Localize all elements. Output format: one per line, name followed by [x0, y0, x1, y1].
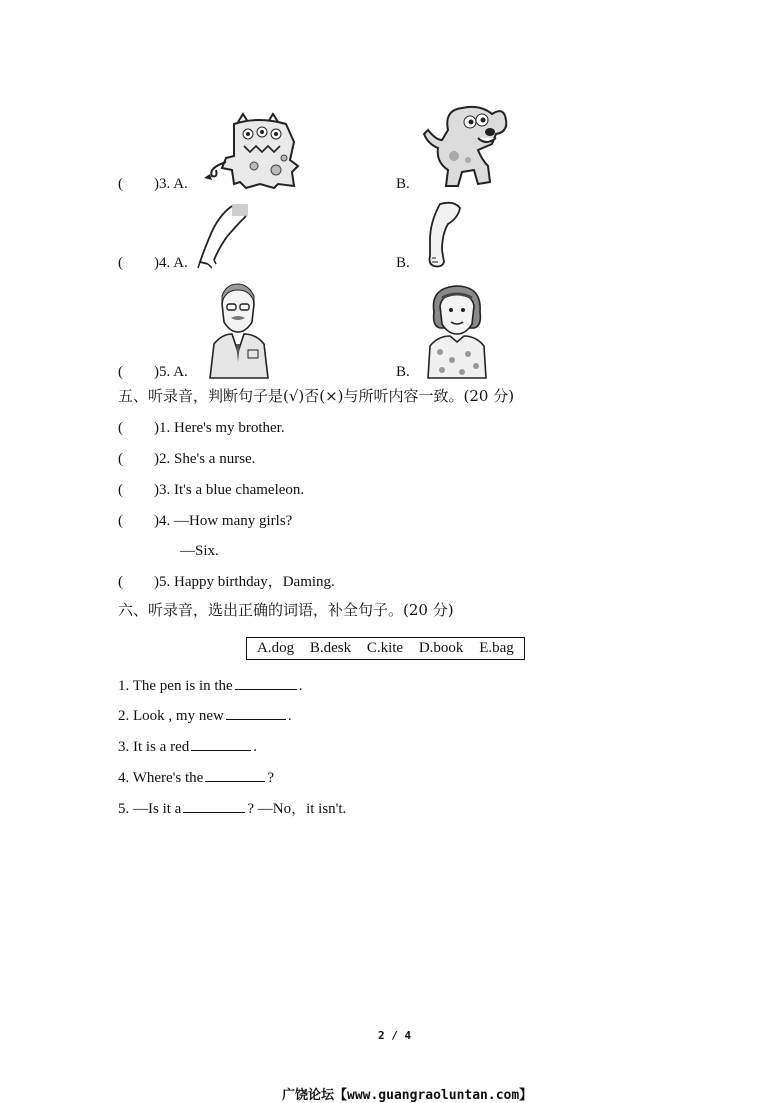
- section5-item-4: ( )4. —How many girls?: [118, 513, 293, 529]
- item-4-paren: (: [118, 255, 123, 271]
- section5-item-4-answer: —Six.: [180, 543, 219, 559]
- item-4-number: )4. A.: [154, 255, 188, 271]
- word-option: C.kite: [366, 640, 404, 656]
- section6-heading: 六、听录音，选出正确的词语，补全句子。(20 分): [118, 601, 454, 619]
- grandfather-icon[interactable]: [200, 282, 276, 378]
- answer-blank[interactable]: [205, 767, 265, 782]
- page-number: 2 / 4: [378, 1029, 412, 1042]
- section5-item-3: ( )3. It's a blue chameleon.: [118, 482, 305, 498]
- section5-item-5: ( )5. Happy birthday，Daming.: [118, 574, 335, 590]
- item-5-number: )5. A.: [154, 364, 188, 380]
- item-3-number: )3. A.: [154, 176, 188, 192]
- dog-icon[interactable]: [418, 100, 510, 190]
- item-5-paren: (: [118, 364, 123, 380]
- answer-blank[interactable]: [235, 675, 297, 690]
- answer-blank[interactable]: [226, 705, 286, 720]
- word-option: D.book: [418, 640, 464, 656]
- item-4-b-label: B.: [396, 255, 410, 271]
- section5-heading: 五、听录音，判断句子是(√)否(×)与所听内容一致。(20 分): [118, 387, 515, 405]
- fill-sentence-4: 4. Where's the ?: [118, 767, 274, 787]
- word-option: B.desk: [309, 640, 352, 656]
- section5-item-2: ( )2. She's a nurse.: [118, 451, 256, 467]
- answer-blank[interactable]: [183, 798, 245, 813]
- fill-sentence-2: 2. Look , my new .: [118, 705, 292, 725]
- answer-blank[interactable]: [191, 736, 251, 751]
- arm-icon[interactable]: [420, 200, 464, 270]
- leg-icon[interactable]: [196, 202, 252, 268]
- fill-sentence-1: 1. The pen is in the .: [118, 675, 302, 695]
- grandmother-icon[interactable]: [420, 282, 494, 378]
- item-5-b-label: B.: [396, 364, 410, 380]
- word-options-box: [246, 637, 525, 660]
- footer-source: 广饶论坛【www.guangraoluntan.com】: [282, 1088, 533, 1103]
- item-3-b-label: B.: [396, 176, 410, 192]
- fill-sentence-5: 5. —Is it a ? —No，it isn't.: [118, 798, 346, 818]
- monster-icon[interactable]: [198, 112, 308, 190]
- fill-sentence-3: 3. It is a red .: [118, 736, 257, 756]
- word-option: E.bag: [479, 640, 514, 656]
- section5-item-1: ( )1. Here's my brother.: [118, 420, 285, 436]
- item-3-paren: (: [118, 176, 123, 192]
- word-option: A.dog: [257, 640, 295, 656]
